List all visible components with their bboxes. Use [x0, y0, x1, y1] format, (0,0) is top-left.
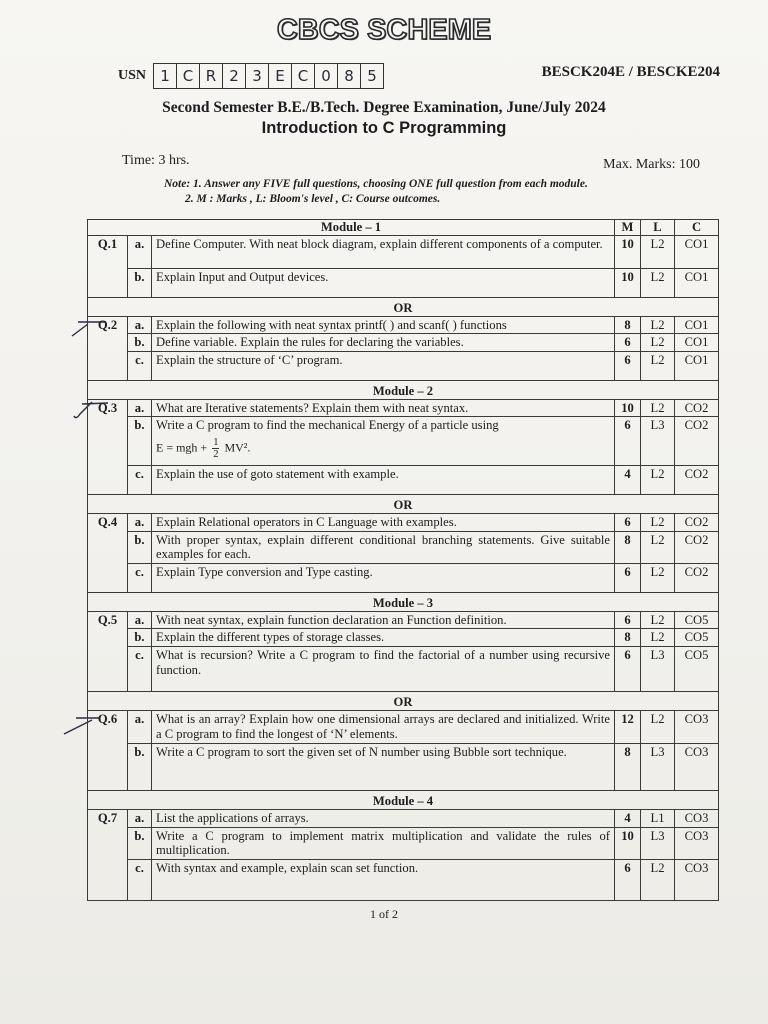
question-row [88, 743, 719, 790]
marks: 10 [615, 268, 641, 297]
course-outcome: CO2 [675, 465, 719, 494]
or-label: OR [88, 691, 719, 710]
formula-right: MV² [224, 440, 248, 455]
question-number: Q.4 [88, 513, 128, 592]
usn-row [118, 62, 384, 90]
course-outcome: CO5 [675, 611, 719, 629]
course-outcome: CO1 [675, 235, 719, 268]
blooms-level: L2 [641, 316, 675, 334]
blooms-level: L2 [641, 268, 675, 297]
question-text: Define Computer. With neat block diagram, explain different components of a computer. [152, 235, 615, 268]
page-number: 1 of 2 [370, 907, 398, 921]
question-row [88, 399, 719, 417]
question-text [152, 417, 615, 466]
marks: 6 [615, 646, 641, 691]
question-row [88, 235, 719, 268]
blooms-level: L3 [641, 646, 675, 691]
sub-label: a. [128, 611, 152, 629]
note-line-2: 2. M : Marks , L: Bloom's level , C: Course outcomes. [185, 193, 441, 205]
fraction-denominator: 2 [213, 448, 219, 460]
marks: 10 [615, 399, 641, 417]
sub-label: c. [128, 646, 152, 691]
blooms-level: L2 [641, 859, 675, 900]
module-heading: Module – 4 [88, 790, 719, 809]
module-heading: Module – 1 [88, 220, 615, 236]
module-heading: Module – 3 [88, 592, 719, 611]
course-outcome: CO2 [675, 563, 719, 592]
scheme-banner: CBCS SCHEME [276, 14, 492, 46]
marks: 6 [615, 859, 641, 900]
marks: 6 [615, 513, 641, 531]
question-text: Explain the structure of ‘C’ program. [152, 351, 615, 380]
marks: 4 [615, 809, 641, 827]
question-text: Explain the following with neat syntax printf( ) and scanf( ) functions [152, 316, 615, 334]
question-row [88, 827, 719, 859]
course-outcome: CO2 [675, 399, 719, 417]
usn-char-box: 5 [360, 63, 384, 89]
question-text-line: Write a C program to find the mechanical Energy of a particle using [156, 418, 499, 433]
question-table [87, 219, 719, 901]
marks: 8 [615, 743, 641, 790]
fraction [212, 437, 219, 460]
sub-label: b. [128, 268, 152, 297]
col-header-outcome: C [675, 220, 719, 236]
note-line-1: Note: 1. Answer any FIVE full questions, choosing ONE full question from each module. [164, 178, 588, 190]
exam-title: Second Semester B.E./B.Tech. Degree Examination, June/July 2024 [162, 99, 606, 116]
exam-duration: Time: 3 hrs. [122, 153, 190, 168]
sub-label: a. [128, 513, 152, 531]
marks: 6 [615, 417, 641, 466]
question-row [88, 351, 719, 380]
course-outcome: CO1 [675, 268, 719, 297]
marks: 6 [615, 611, 641, 629]
or-row [88, 494, 719, 513]
sub-label: b. [128, 417, 152, 466]
question-text: What is an array? Explain how one dimensional arrays are declared and initialized. Write a C program to find the longest of ‘N’ elements. [152, 710, 615, 743]
course-outcome: CO5 [675, 646, 719, 691]
usn-char-box: 1 [153, 63, 177, 89]
usn-label: USN [118, 68, 147, 83]
marks: 6 [615, 334, 641, 352]
sub-label: a. [128, 710, 152, 743]
question-text: Explain the different types of storage classes. [152, 629, 615, 647]
formula-left: E = mgh + [156, 440, 208, 455]
question-row [88, 563, 719, 592]
usn-char-box: 8 [337, 63, 361, 89]
question-text: Explain the use of goto statement with example. [152, 465, 615, 494]
marks: 10 [615, 827, 641, 859]
question-row [88, 859, 719, 900]
or-label: OR [88, 494, 719, 513]
sub-label: c. [128, 465, 152, 494]
question-text: With syntax and example, explain scan set function. [152, 859, 615, 900]
sub-label: a. [128, 235, 152, 268]
course-outcome: CO2 [675, 513, 719, 531]
question-row [88, 334, 719, 352]
blooms-level: L2 [641, 351, 675, 380]
marks: 8 [615, 629, 641, 647]
blooms-level: L1 [641, 809, 675, 827]
question-text: List the applications of arrays. [152, 809, 615, 827]
sub-label: b. [128, 827, 152, 859]
course-code: BESCK204E / BESCKE204 [541, 64, 720, 80]
module-row [88, 380, 719, 399]
sub-label: c. [128, 563, 152, 592]
course-outcome: CO2 [675, 417, 719, 466]
blooms-level: L3 [641, 417, 675, 466]
course-outcome: CO1 [675, 351, 719, 380]
usn-boxes [154, 63, 384, 89]
usn-char-box: 3 [245, 63, 269, 89]
question-text: Explain Input and Output devices. [152, 268, 615, 297]
question-row [88, 268, 719, 297]
blooms-level: L2 [641, 334, 675, 352]
course-outcome: CO3 [675, 859, 719, 900]
course-title: Introduction to C Programming [261, 119, 507, 137]
module-heading: Module – 2 [88, 380, 719, 399]
question-row [88, 531, 719, 563]
question-row [88, 646, 719, 691]
question-number: Q.7 [88, 809, 128, 900]
blooms-level: L2 [641, 611, 675, 629]
usn-char-box: 0 [314, 63, 338, 89]
course-outcome: CO5 [675, 629, 719, 647]
instructions-note [164, 177, 684, 207]
question-number: Q.1 [88, 235, 128, 297]
sub-label: a. [128, 316, 152, 334]
blooms-level: L2 [641, 710, 675, 743]
question-text: Explain Type conversion and Type casting. [152, 563, 615, 592]
sub-label: b. [128, 629, 152, 647]
blooms-level: L2 [641, 513, 675, 531]
col-header-marks: M [615, 220, 641, 236]
question-row [88, 513, 719, 531]
blooms-level: L2 [641, 465, 675, 494]
course-outcome: CO1 [675, 316, 719, 334]
question-text: What are Iterative statements? Explain them with neat syntax. [152, 399, 615, 417]
question-number: Q.3 [88, 399, 128, 494]
sub-label: a. [128, 399, 152, 417]
col-header-level: L [641, 220, 675, 236]
module-row [88, 592, 719, 611]
marks: 8 [615, 531, 641, 563]
question-row [88, 316, 719, 334]
usn-char-box: C [176, 63, 200, 89]
course-outcome: CO3 [675, 827, 719, 859]
marks: 12 [615, 710, 641, 743]
energy-formula: E = mgh + $\frac{1}{2}$ MV². [156, 436, 251, 460]
sub-label: b. [128, 334, 152, 352]
blooms-level: L3 [641, 827, 675, 859]
question-number: Q.5 [88, 611, 128, 691]
usn-char-box: 2 [222, 63, 246, 89]
usn-char-box: R [199, 63, 223, 89]
course-outcome: CO2 [675, 531, 719, 563]
question-row [88, 710, 719, 743]
marks: 6 [615, 351, 641, 380]
blooms-level: L3 [641, 743, 675, 790]
sub-label: a. [128, 809, 152, 827]
course-outcome: CO3 [675, 743, 719, 790]
marks: 6 [615, 563, 641, 592]
or-row [88, 297, 719, 316]
marks: 10 [615, 235, 641, 268]
question-number: Q.2 [88, 316, 128, 380]
blooms-level: L2 [641, 399, 675, 417]
question-text: What is recursion? Write a C program to find the factorial of a number using recursive function. [152, 646, 615, 691]
question-number: Q.6 [88, 710, 128, 790]
blooms-level: L2 [641, 235, 675, 268]
sub-label: c. [128, 351, 152, 380]
sub-label: c. [128, 859, 152, 900]
usn-char-box: E [268, 63, 292, 89]
question-row [88, 809, 719, 827]
module-header-row [88, 220, 719, 236]
course-outcome: CO3 [675, 710, 719, 743]
blooms-level: L2 [641, 563, 675, 592]
blooms-level: L2 [641, 629, 675, 647]
course-outcome: CO1 [675, 334, 719, 352]
question-row [88, 465, 719, 494]
usn-char-box: C [291, 63, 315, 89]
max-marks: Max. Marks: 100 [603, 157, 700, 172]
blooms-level: L2 [641, 531, 675, 563]
question-text: Write a C program to implement matrix multiplication and validate the rules of multiplication. [152, 827, 615, 859]
marks: 4 [615, 465, 641, 494]
module-row [88, 790, 719, 809]
question-row [88, 611, 719, 629]
fraction-numerator: 1 [213, 436, 219, 448]
sub-label: b. [128, 743, 152, 790]
marks: 8 [615, 316, 641, 334]
question-text: Explain Relational operators in C Language with examples. [152, 513, 615, 531]
course-outcome: CO3 [675, 809, 719, 827]
question-row [88, 417, 719, 466]
or-label: OR [88, 297, 719, 316]
question-text: With neat syntax, explain function declaration an Function definition. [152, 611, 615, 629]
or-row [88, 691, 719, 710]
question-row [88, 629, 719, 647]
question-text: Define variable. Explain the rules for declaring the variables. [152, 334, 615, 352]
question-text: With proper syntax, explain different conditional branching statements. Give suitable examples for each. [152, 531, 615, 563]
sub-label: b. [128, 531, 152, 563]
question-text: Write a C program to sort the given set of N number using Bubble sort technique. [152, 743, 615, 790]
